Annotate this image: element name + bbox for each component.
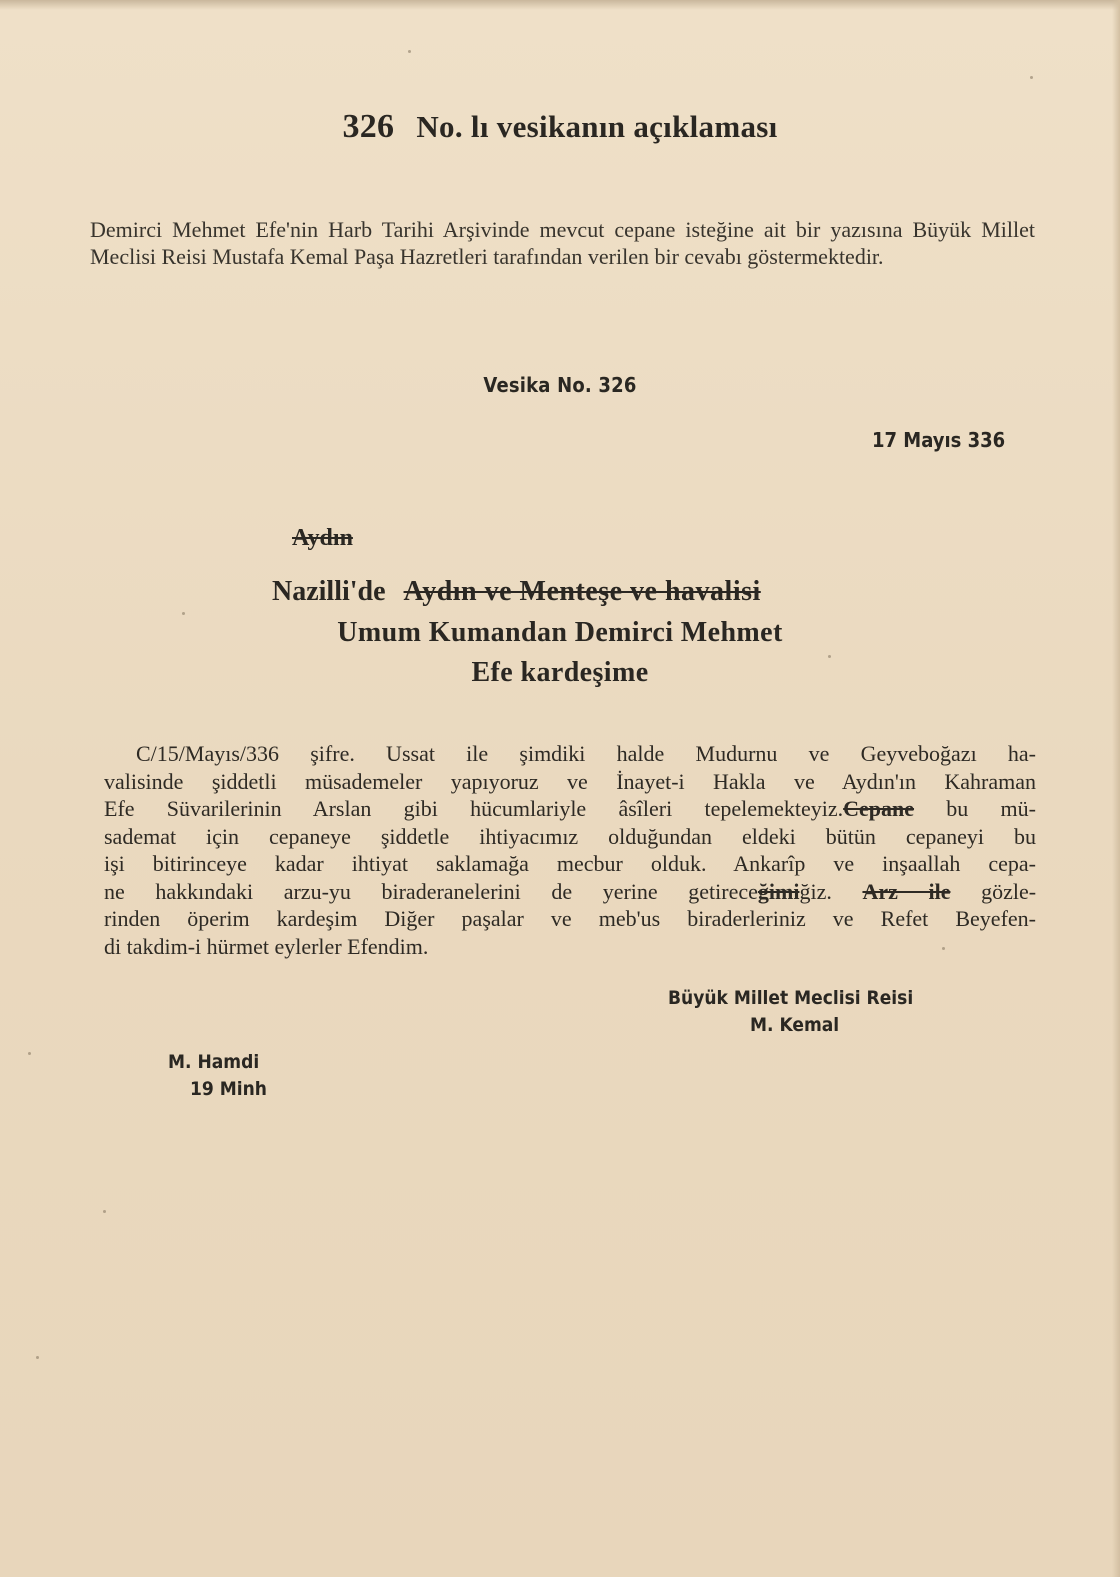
paper-speck bbox=[36, 1356, 39, 1359]
page-right-edge bbox=[1112, 0, 1120, 1577]
letter-body bbox=[104, 740, 1036, 960]
paper-speck bbox=[103, 1210, 106, 1213]
body-text: Efe Süvarilerinin Arslan gibi hücumlariyle âsîleri tepelemekteyiz. bbox=[104, 796, 844, 821]
body-text: ne hakkındaki arzu-yu biraderanelerini de yerine getirece bbox=[104, 878, 758, 904]
address-line-3: Efe kardeşime bbox=[471, 657, 649, 688]
document-number: Vesika No. 326 bbox=[483, 373, 637, 397]
intro-paragraph: Demirci Mehmet Efe'nin Harb Tarihi Arşivinde mevcut cepane isteğine ait bir yazısına Büyük Millet Meclisi Reisi Mustafa Kemal Paşa Hazretleri tarafından verilen bir cevabı göstermektedir. bbox=[90, 217, 1035, 269]
body-text: ğiz. bbox=[799, 878, 832, 904]
address-line-1 bbox=[272, 576, 761, 608]
signature-title: Büyük Millet Meclisi Reisi bbox=[668, 987, 914, 1009]
body-line: valisinde şiddetli müsademeler yapıyoruz ve İnayet-i Hakla ve Aydın'ın Kahraman bbox=[104, 768, 1036, 794]
sender-name: M. Hamdi bbox=[168, 1051, 260, 1073]
address-struck-text: Aydın ve Menteşe ve havalisi bbox=[403, 576, 761, 607]
paper-speck bbox=[942, 947, 945, 950]
page-top-edge bbox=[0, 0, 1120, 10]
body-line: sademat için cepaneye şiddetle ihtiyacımız olduğundan eldeki bütün cepaneyi bu bbox=[104, 823, 1036, 849]
body-line: işi bitirinceye kadar ihtiyat saklamağa mecbur olduk. Ankarîp ve inşaallah cepa- bbox=[104, 851, 1036, 876]
paper-speck bbox=[28, 1052, 31, 1055]
page-heading bbox=[0, 108, 1120, 146]
heading-number: 326 bbox=[342, 108, 395, 145]
struck-word: ğimi bbox=[757, 878, 800, 904]
signature-block bbox=[668, 985, 913, 1039]
body-text: gözle- bbox=[981, 878, 1037, 904]
sender-block bbox=[168, 1049, 267, 1103]
body-line: rinden öperim kardeşim Diğer paşalar ve meb'us biraderleriniz ve Refet Beyefen- bbox=[104, 906, 1036, 931]
struck-word: Cepane bbox=[843, 796, 915, 821]
address-line-2: Umum Kumandan Demirci Mehmet bbox=[337, 617, 783, 648]
body-line: C/15/Mayıs/336 şifre. Ussat ile şimdiki halde Mudurnu ve Geyveboğazı ha- bbox=[136, 741, 1036, 766]
struck-address-word: Aydın bbox=[292, 525, 353, 551]
signature-name: M. Kemal bbox=[750, 1014, 840, 1036]
paper-speck bbox=[828, 655, 831, 658]
paper-speck bbox=[1030, 76, 1033, 79]
paper-speck bbox=[182, 612, 185, 615]
body-line bbox=[104, 878, 1036, 906]
address-prefix: Nazilli'de bbox=[272, 576, 386, 607]
struck-word: Arz ile bbox=[862, 878, 951, 904]
document-date: 17 Mayıs 336 bbox=[872, 428, 1006, 452]
body-line bbox=[104, 795, 1036, 823]
body-line: di takdim-i hürmet eylerler Efendim. bbox=[104, 933, 429, 959]
heading-text: No. lı vesikanın açıklaması bbox=[416, 109, 778, 144]
body-text: bu mü- bbox=[946, 796, 1036, 821]
paper-speck bbox=[408, 50, 411, 53]
sender-code: 19 Minh bbox=[190, 1078, 267, 1100]
